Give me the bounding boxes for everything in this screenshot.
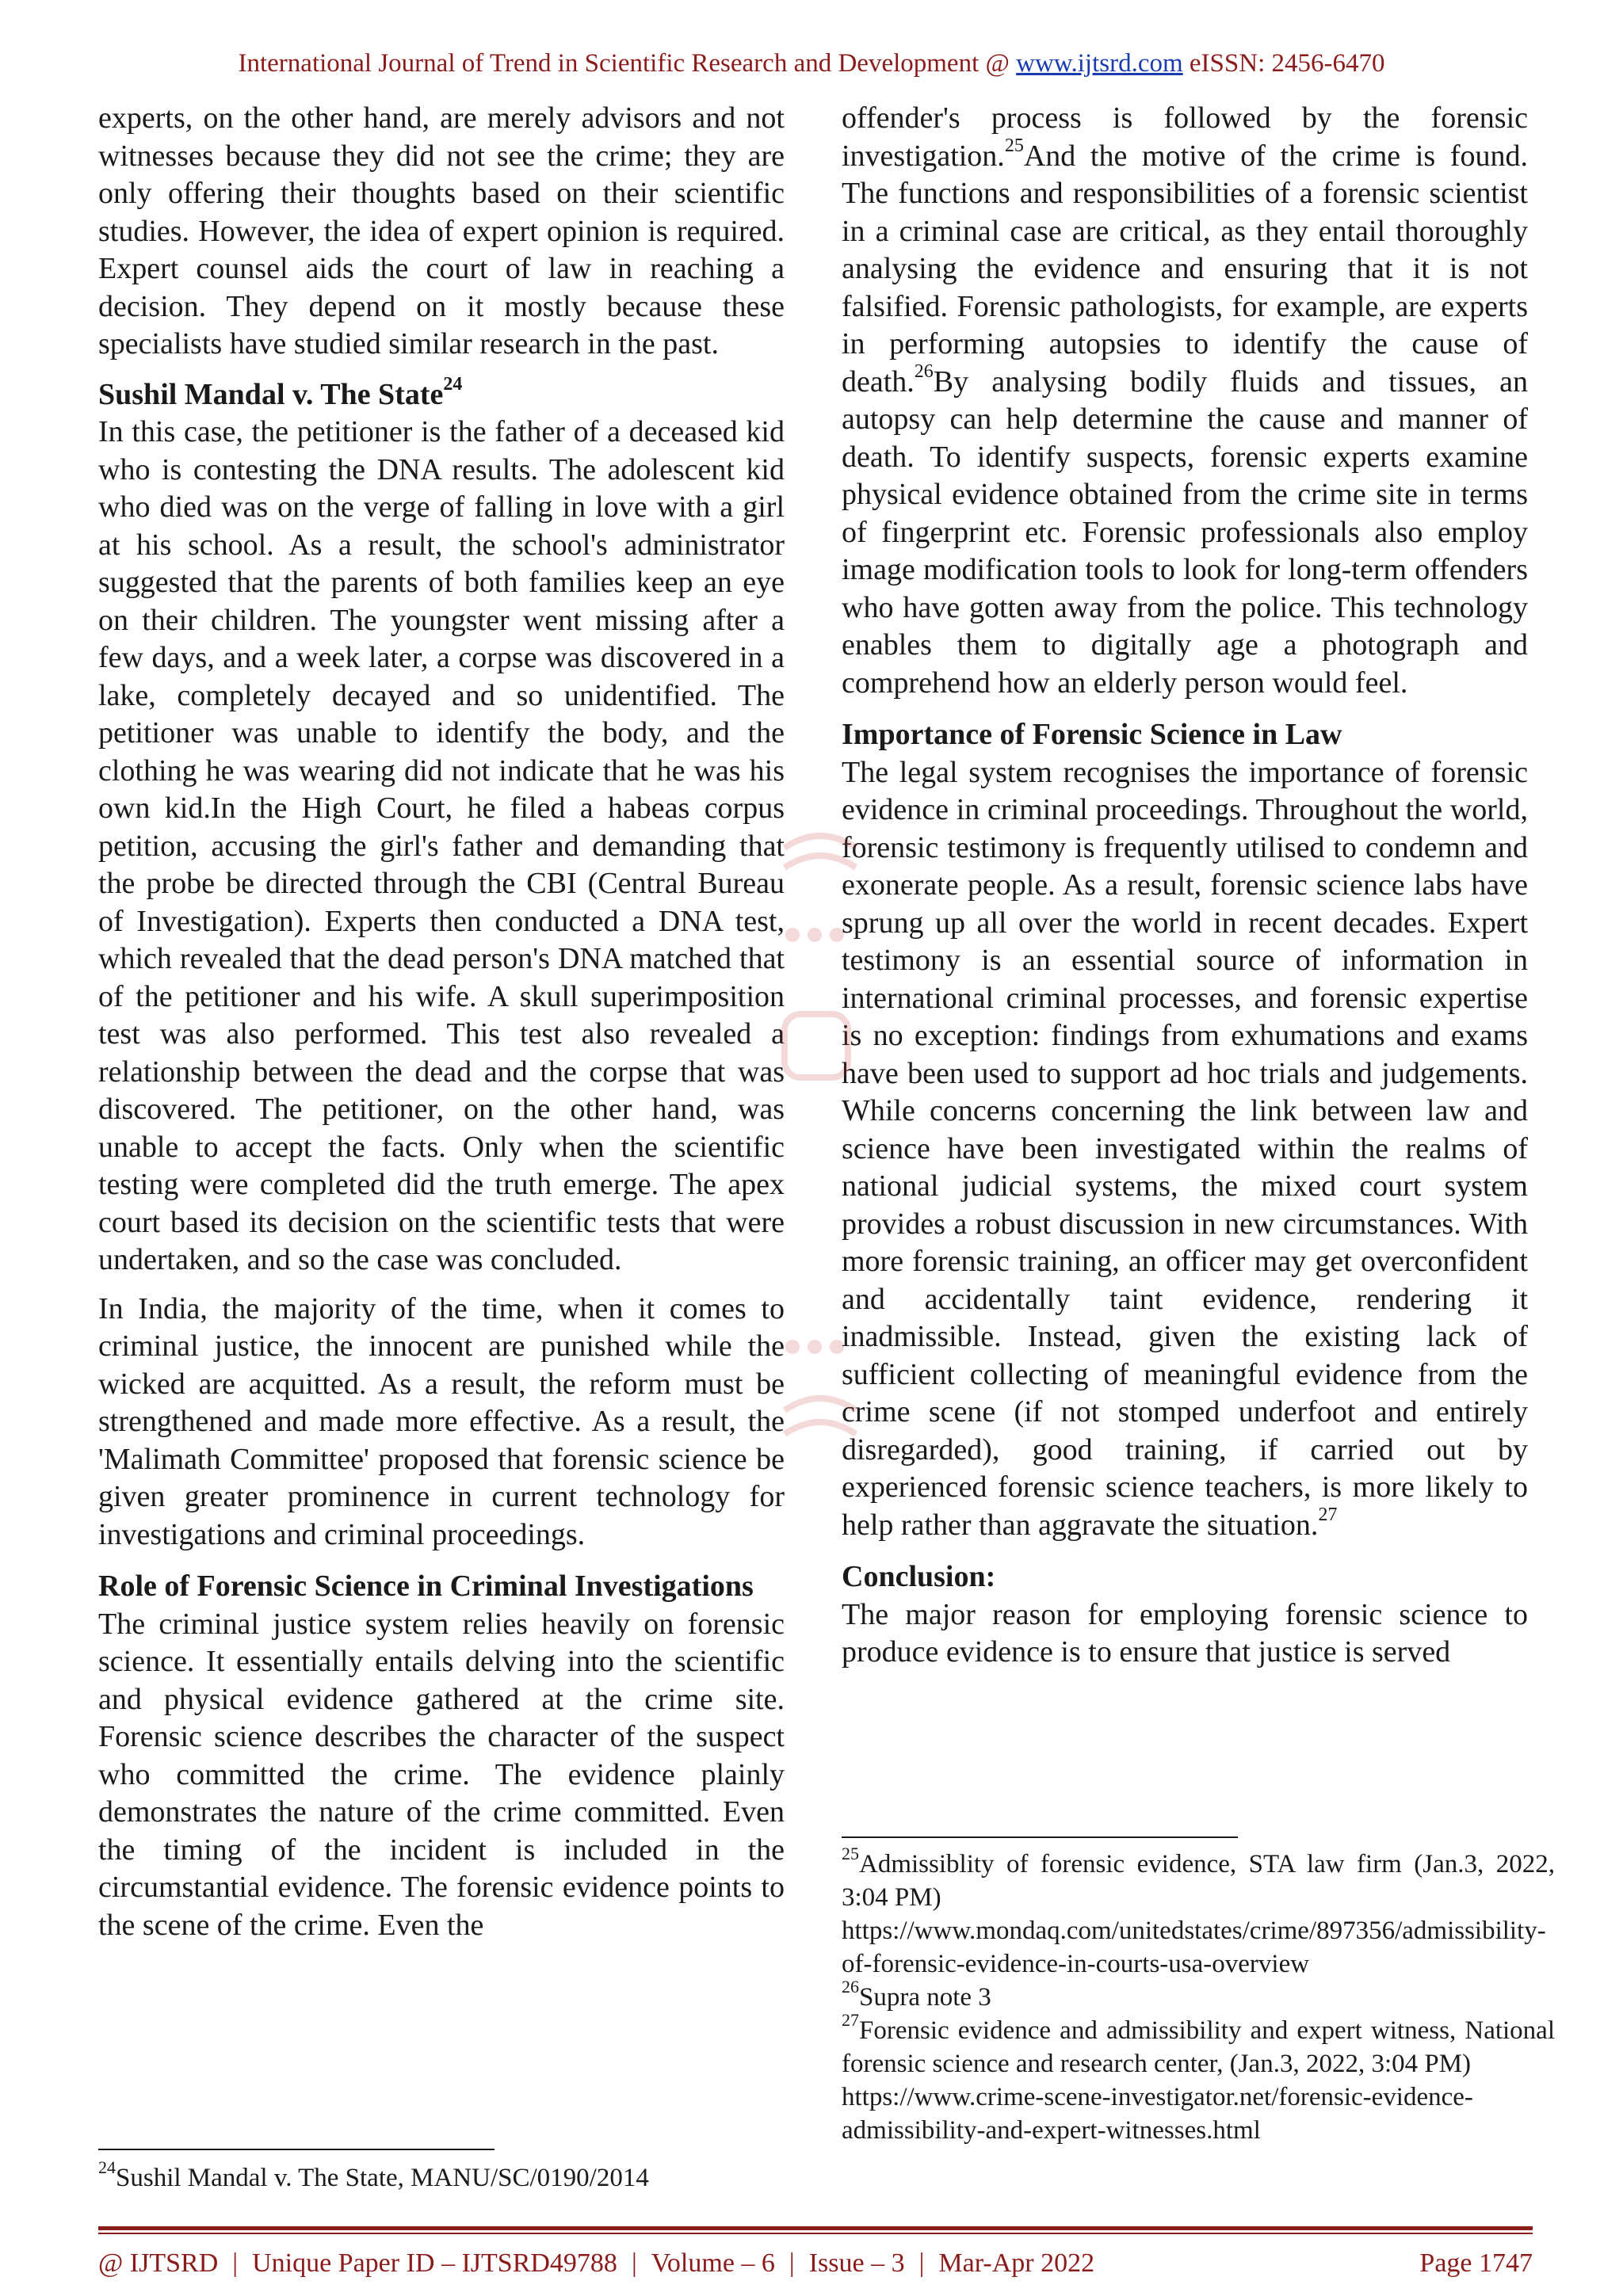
paragraph: The major reason for employing forensic science to produce evidence is to ensure that justice is served bbox=[842, 1597, 1528, 1669]
footnote-24: $^{24}$Sushil Mandal v. The State, MANU/SC/0190/2014 bbox=[98, 2157, 649, 2192]
journal-url-link[interactable]: www.ijtsrd.com bbox=[1016, 49, 1183, 78]
issn: eISSN: 2456-6470 bbox=[1189, 49, 1385, 78]
footnote-25-url[interactable]: https://www.mondaq.com/unitedstates/crime/897356/admissibility-of-forensic-evidence-in-courts-usa-overview bbox=[842, 1917, 1546, 1978]
paragraph: offender's process is followed by the forensic investigation.$^{25}$And the motive of the crime is found. The functions and responsibilities of a forensic scientist in a criminal case are critical, as they entail thoroughly analysing the evidence and ensuring that it is not falsified. Forensic pathologists, for example, are experts in performing autopsies to identify the cause of death.$^{26}$By analysing bodily fluids and tissues, an autopsy can help determine the cause and manner of death. To identify suspects, forensic experts examine physical evidence obtained from the crime site in terms of fingerprint etc. Forensic professionals also employ image modification tools to look for long-term offenders who have gotten away from the police. This technology enables them to digitally age a photograph and comprehend how an elderly person would feel. bbox=[842, 101, 1528, 700]
footer-date: Mar-Apr 2022 bbox=[938, 2248, 1095, 2278]
footnote-ref-26[interactable]: 26 bbox=[914, 360, 934, 382]
section-heading-role-of-forensic-science: Role of Forensic Science in Criminal Investigations bbox=[98, 1569, 754, 1603]
footnote-rule-left bbox=[98, 2149, 495, 2150]
footer-paper-id: Unique Paper ID – IJTSRD49788 bbox=[252, 2248, 617, 2278]
footnote-ref-25[interactable]: 25 bbox=[1004, 135, 1024, 156]
footnote-ref-24[interactable]: 24 bbox=[443, 373, 463, 395]
footnote-27: $^{27}$Forensic evidence and admissibility and expert witness, National forensic science and research center, (Jan.3, 2022, 3:04 PM) bbox=[842, 2010, 1555, 2078]
paragraph: In this case, the petitioner is the father of a deceased kid who is contesting the DNA results. The adolescent kid who died was on the verge of falling in love with a girl at his school. As a result, the school's administrator suggested that the parents of both families keep an eye on their children. The youngster went missing after a few days, and a week later, a corpse was discovered in a lake, completely decayed and so unidentified. The petitioner was unable to identify the body, and the clothing he was wearing did not indicate that he was his own kid.In the High Court, he filed a habeas corpus petition, accusing the girl's father and demanding that the probe be directed through the CBI (Central Bureau of Investigation). Experts then conducted a DNA test, which revealed that the dead person's DNA matched that of the petitioner and his wife. A skull superimposition test was also performed. This test also revealed a relationship between the dead and the corpse that was discovered. The petitioner, on the other hand, was unable to accept the facts. Only when the scientific testing were completed did the truth emerge. The apex court based its decision on the scientific tests that were undertaken, and so the case was concluded. bbox=[98, 415, 785, 1276]
right-column bbox=[842, 100, 1528, 1672]
footnote-26: $^{26}$Supra note 3 bbox=[842, 1977, 991, 2012]
journal-watermark-logo bbox=[777, 832, 864, 1466]
paragraph: The criminal justice system relies heavily on forensic science. It essentially entails delving into the scientific and physical evidence gathered at the crime site. Forensic science describes the character of the suspect who committed the crime. The evidence plainly demonstrates the nature of the crime committed. Even the timing of the incident is included in the circumstantial evidence. The forensic evidence points to the scene of the crime. Even the bbox=[98, 1607, 785, 1942]
footer-volume: Volume – 6 bbox=[651, 2248, 775, 2278]
footnote-rule-right bbox=[842, 1836, 1238, 1838]
page-number: Page 1747 bbox=[1419, 2248, 1533, 2278]
page-footer: @ IJTSRD | Unique Paper ID – IJTSRD49788 | Volume – 6 | Issue – 3 | Mar-Apr 2022 Page 1747 bbox=[98, 2248, 1533, 2278]
paragraph: The legal system recognises the importance of forensic evidence in criminal proceedings. Throughout the world, forensic testimony is frequently utilised to condemn and exonerate people. As a result, forensic science labs have sprung up all over the world in recent decades. Expert testimony is an essential source of information in international criminal processes, and forensic expertise is no exception: findings from exhumations and exams have been used to support ad hoc trials and judgements. While concerns concerning the link between law and science have been investigated within the realms of national judicial systems, the mixed court system provides a robust discussion in new circumstances. With more forensic training, an officer may get overconfident and accidentally taint evidence, rendering it inadmissible. Instead, given the existing lack of sufficient collecting of meaningful evidence from the crime scene (if not stomped underfoot and entirely disregarded), good training, if carried out by experienced forensic science teachers, is more likely to help rather than aggravate the situation.$^{27}$ bbox=[842, 755, 1528, 1542]
footer-issue: Issue – 3 bbox=[808, 2248, 905, 2278]
paragraph: In India, the majority of the time, when it comes to criminal justice, the innocent are punished while the wicked are acquitted. As a result, the reform must be strengthened and made more effective. As a result, the 'Malimath Committee' proposed that forensic science be given greater prominence in current technology for investigations and criminal proceedings. bbox=[98, 1291, 785, 1551]
running-header bbox=[0, 49, 1623, 78]
footnotes-left bbox=[98, 2157, 785, 2195]
footnote-25: $^{25}$Admissiblity of forensic evidence, STA law firm (Jan.3, 2022, 3:04 PM) bbox=[842, 1844, 1555, 1912]
paragraph: experts, on the other hand, are merely advisors and not witnesses because they did not see the crime; they are only offering their thoughts based on their scientific studies. However, the idea of expert opinion is required. Expert counsel aids the court of law in reaching a decision. They depend on it mostly because these specialists have studied similar research in the past. bbox=[98, 101, 785, 360]
footnote-ref-27[interactable]: 27 bbox=[1318, 1504, 1338, 1525]
journal-title: International Journal of Trend in Scientific Research and Development @ bbox=[238, 49, 1010, 78]
section-heading-conclusion: Conclusion: bbox=[842, 1560, 996, 1593]
footnote-27-url[interactable]: https://www.crime-scene-investigator.net/forensic-evidence-admissibility-and-expert-witnesses.html bbox=[842, 2083, 1473, 2145]
footer-rule bbox=[98, 2226, 1533, 2230]
left-column bbox=[98, 100, 785, 1944]
footnotes-right bbox=[842, 1844, 1555, 2147]
footer-rule bbox=[98, 2233, 1533, 2234]
section-heading-importance-of-forensic-science: Importance of Forensic Science in Law bbox=[842, 718, 1342, 751]
section-heading-sushil-mandal: Sushil Mandal v. The State$^{24}$ bbox=[98, 373, 463, 411]
footer-org: @ IJTSRD bbox=[98, 2248, 219, 2278]
